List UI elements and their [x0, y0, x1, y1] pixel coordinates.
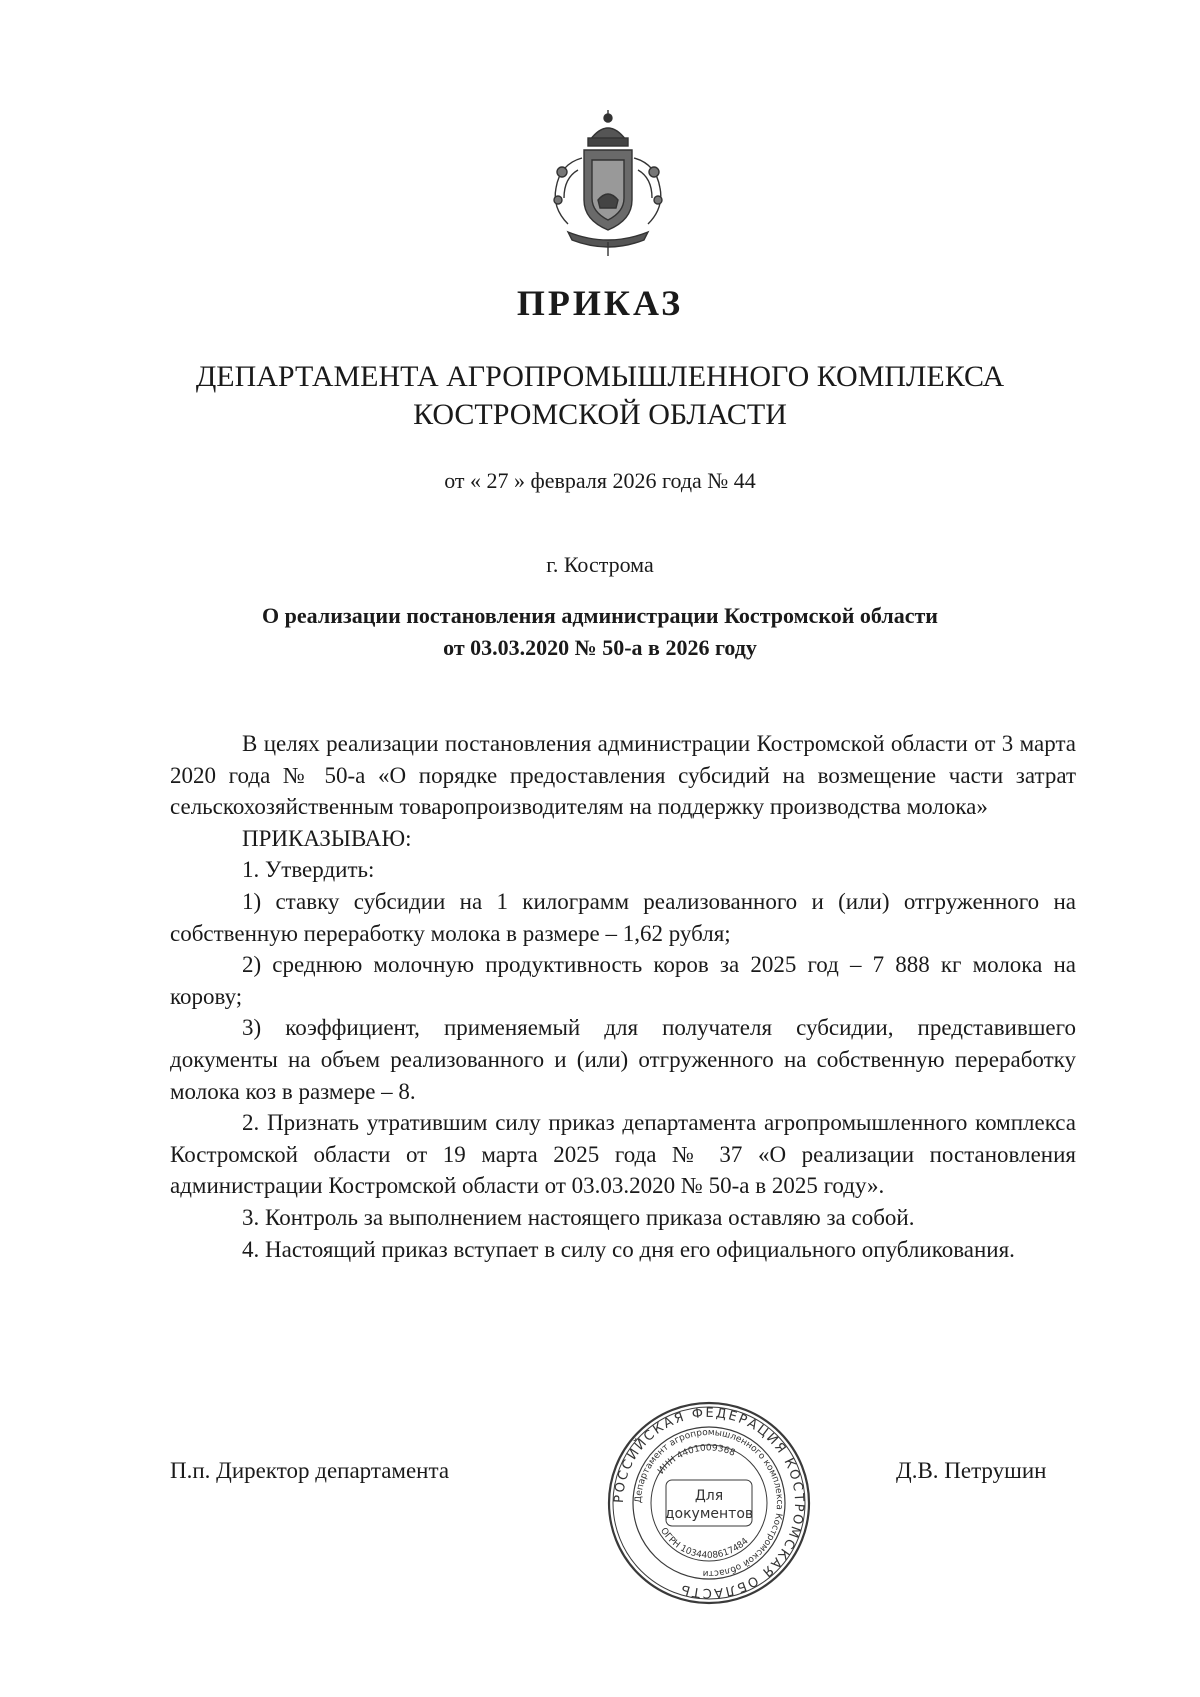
stamp-center-line-1: Для: [694, 1488, 724, 1504]
stamp-inn: ИНН 4401009368: [656, 1443, 737, 1477]
department-name: [0, 358, 1200, 434]
city: г. Кострома: [546, 552, 654, 577]
stamp-center-line-2: документов: [664, 1506, 754, 1522]
department-line-2: КОСТРОМСКОЙ ОБЛАСТИ: [413, 398, 787, 431]
order-subject: [0, 600, 1200, 664]
signatory-position: П.п. Директор департамента: [170, 1458, 450, 1483]
stamp-ogrn: ОГРН 1034408617484: [658, 1526, 751, 1561]
preamble-paragraph: В целях реализации постановления администрации Костромской области от 3 марта 2020 года № 50-а «О порядке предоставления субсидий на возмещение части затрат сельскохозяйственным товаропроизводителям на поддержку производства молока»: [170, 731, 1076, 820]
coat-of-arms-emblem: [538, 108, 678, 258]
stamp-inner-text: Департамент агропромышленного комплекса Костромской области: [633, 1427, 785, 1579]
item-3: 3. Контроль за выполнением настоящего приказа оставляю за собой.: [242, 1204, 915, 1230]
item-1: 1. Утвердить:: [242, 857, 375, 883]
item-1-2: 2) среднюю молочную продуктивность коров за 2025 год – 7 888 кг молока на корову;: [170, 952, 1076, 1009]
item-1-3: 3) коэффициент, применяемый для получателя субсидии, представившего документы на объем реализованного и (или) отгруженного на собственную переработку молока коз в размере – 8.: [170, 1015, 1076, 1104]
item-4: 4. Настоящий приказ вступает в силу со дня его официального опубликования.: [242, 1236, 1015, 1262]
document-title: ПРИКАЗ: [516, 283, 684, 323]
signatory-name: Д.В. Петрушин: [896, 1458, 1047, 1483]
department-line-1: ДЕПАРТАМЕНТА АГРОПРОМЫШЛЕННОГО КОМПЛЕКСА: [195, 360, 1005, 393]
order-word: ПРИКАЗЫВАЮ:: [242, 825, 412, 851]
stamp-outer-text: РОССИЙСКАЯ ФЕДЕРАЦИЯ КОСТРОМСКАЯ ОБЛАСТЬ: [611, 1405, 807, 1601]
order-body: [170, 728, 1076, 1265]
subject-line-1: О реализации постановления администрации Костромской области: [262, 603, 938, 628]
order-date-number: от « 27 » февраля 2026 года № 44: [444, 468, 756, 493]
item-1-1: 1) ставку субсидии на 1 килограмм реализованного и (или) отгруженного на собственную переработку молока в размере – 1,62 рубля;: [170, 888, 1076, 946]
item-2: 2. Признать утратившим силу приказ департамента агропромышленного комплекса Костромской области от 19 марта 2025 года № 37 «О реализации постановления администрации Костромской области от 03.03.2020 № 50-а в 2025 году».: [170, 1110, 1076, 1199]
official-stamp: [604, 1398, 814, 1608]
subject-line-2: от 03.03.2020 № 50-а в 2026 году: [443, 635, 757, 660]
